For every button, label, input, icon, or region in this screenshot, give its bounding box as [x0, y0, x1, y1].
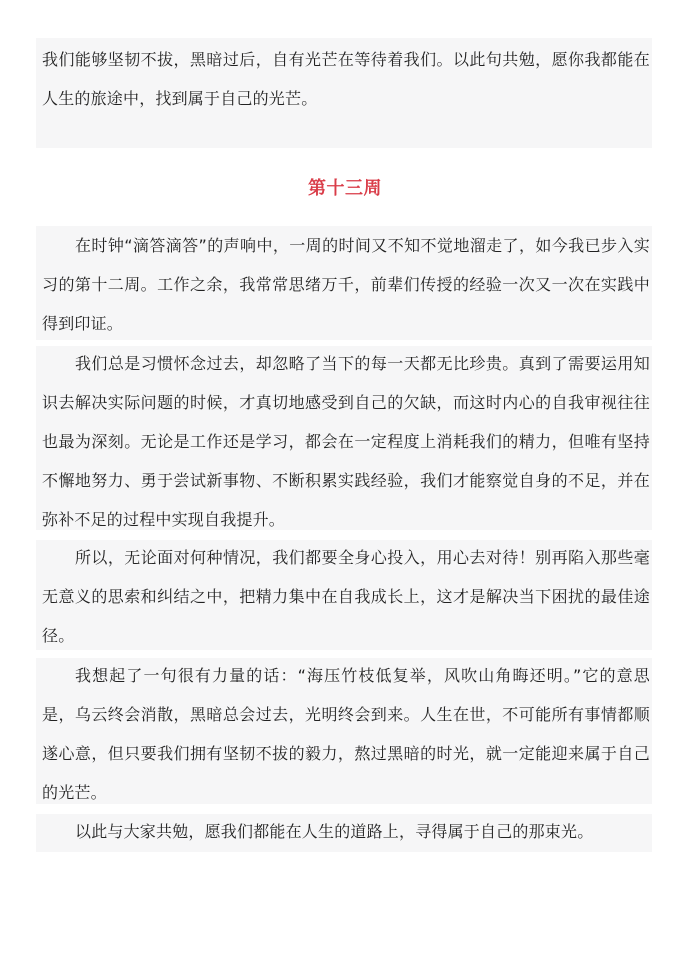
body-paragraph-5: 以此与大家共勉，愿我们都能在人生的道路上，寻得属于自己的那束光。 — [75, 822, 594, 841]
body-paragraph-2: 我们总是习惯怀念过去，却忽略了当下的每一天都无比珍贵。真到了需要运用知识去解决实际问题的时候，才真切地感受到自己的欠缺，而这时内心的自我审视往往也最为深刻。无论是工作还是学习，都会在一定程度上消耗我们的精力，但唯有坚持不懈地努力、勇于尝试新事物、不断积累实践经验，我们才能察觉自身的不足，并在弥补不足的过程中实现自我提升。 — [42, 354, 650, 529]
body-paragraph-1: 在时钟“滴答滴答”的声响中，一周的时间又不知不觉地溜走了，如今我已步入实习的第十二周。工作之余，我常常思绪万千，前辈们传授的经验一次又一次在实践中得到印证。 — [42, 236, 650, 333]
body-paragraph-4: 我想起了一句很有力量的话：“海压竹枝低复举，风吹山角晦还明。”它的意思是，乌云终会消散，黑暗总会过去，光明终会到来。人生在世，不可能所有事情都顺遂心意，但只要我们拥有坚韧不拔的毅力，熬过黑暗的时光，就一定能迎来属于自己的光芒。 — [42, 666, 650, 802]
section-heading: 第十三周 — [308, 178, 382, 199]
body-paragraph-3: 所以，无论面对何种情况，我们都要全身心投入，用心去对待！别再陷入那些毫无意义的思索和纠结之中，把精力集中在自我成长上，这才是解决当下困扰的最佳途径。 — [42, 548, 650, 645]
intro-paragraph: 我们能够坚韧不拔，黑暗过后，自有光芒在等待着我们。以此句共勉，愿你我都能在人生的旅途中，找到属于自己的光芒。 — [42, 50, 650, 108]
